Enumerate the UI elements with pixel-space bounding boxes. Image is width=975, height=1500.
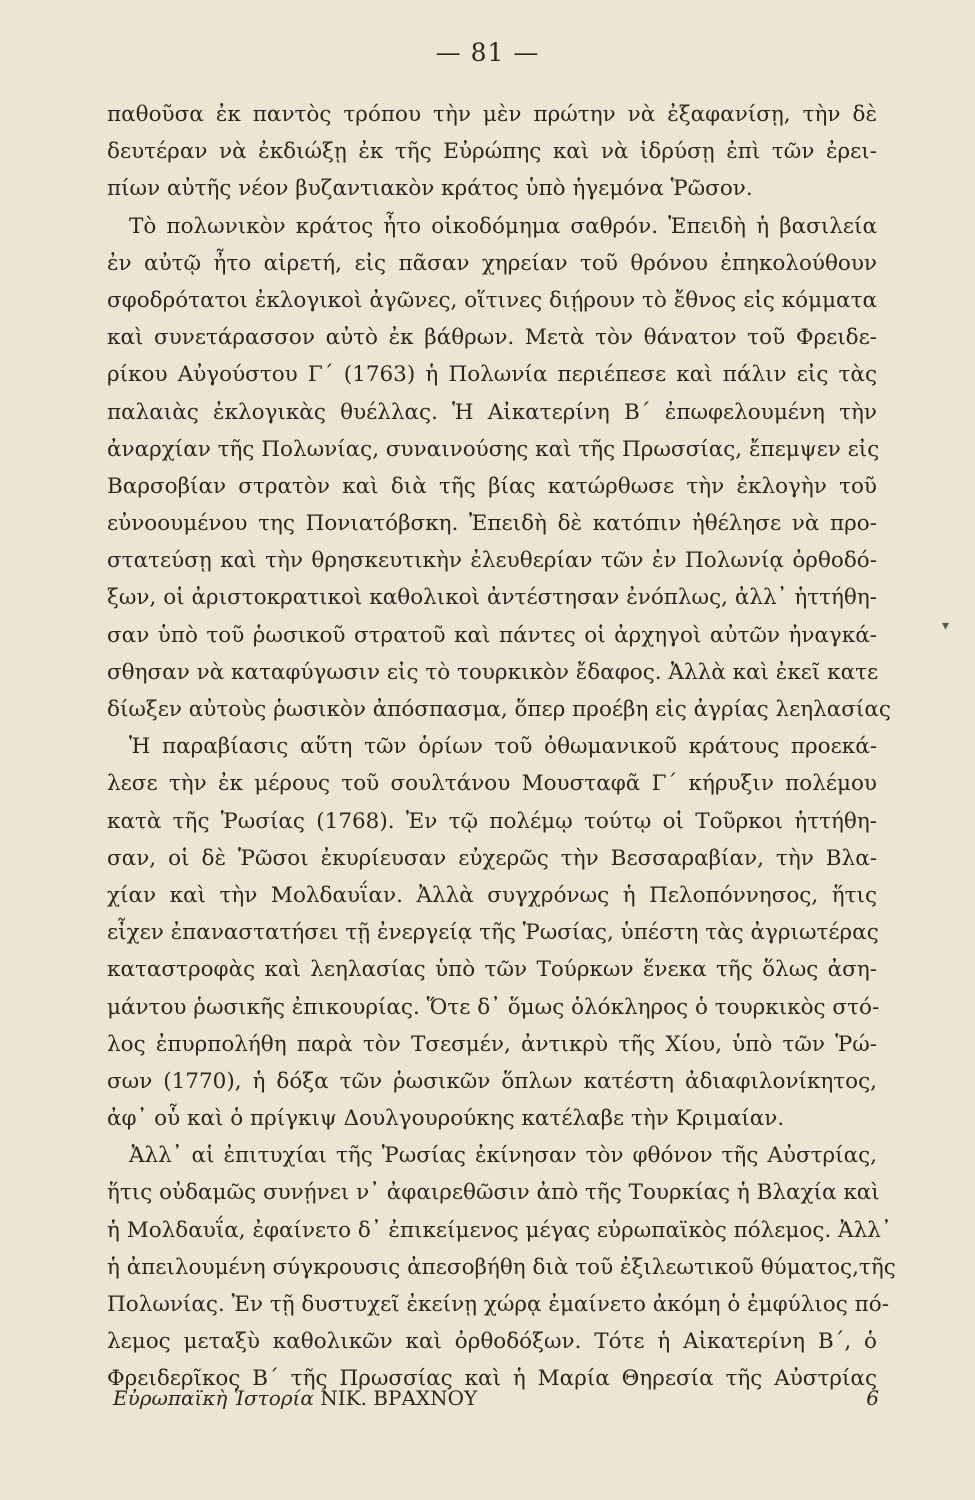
footer-author: ΝΙΚ. ΒΡΑΧΝΟΥ [320, 1386, 478, 1410]
text-line: ἀφ᾽ οὗ καὶ ὁ πρίγκιψ Δουλγουρούκης κατέλαβε τὴν Κριμαίαν. [107, 1106, 785, 1132]
text-line: παθοῦσα ἐκ παντὸς τρόπου τὴν μὲν πρώτην νὰ ἐξαφανίσῃ, τὴν δὲ [107, 102, 877, 127]
footer-signature-mark: 6 [866, 1386, 879, 1410]
text-line: παλαιὰς ἐκλογικὰς θυέλλας. Ἡ Αἰκατερίνη Β΄ ἐπωφελουμένη τὴν [107, 399, 877, 425]
text-line: χίαν καὶ τὴν Μολδαυΐαν. Ἀλλὰ συγχρόνως ἡ Πελοπόννησος, ἥτις [107, 882, 877, 908]
text-line: σαν ὑπὸ τοῦ ῥωσικοῦ στρατοῦ καὶ πάντες οἱ ἀρχηγοὶ αὐτῶν ἠναγκά- [107, 622, 877, 648]
footer-book-title: Εὐρωπαϊκὴ Ἱστορία [113, 1386, 314, 1410]
text-line: ἥτις οὐδαμῶς συνῄνει ν᾽ ἀφαιρεθῶσιν ἀπὸ τῆς Τουρκίας ἡ Βλαχία καὶ [107, 1180, 880, 1206]
text-line: καταστροφὰς καὶ λεηλασίας ὑπὸ τῶν Τούρκων ἕνεκα τῆς ὅλως ἀση- [107, 957, 877, 983]
text-line: σαν, οἱ δὲ Ῥῶσοι ἐκυρίευσαν εὐχερῶς τὴν Βεσσαραβίαν, τὴν Βλα- [107, 845, 877, 871]
text-line: Ἀλλ᾽ αἱ ἐπιτυχίαι τῆς Ῥωσίας ἐκίνησαν τὸν φθόνον τῆς Αὐστρίας, [129, 1143, 877, 1169]
text-line: ξων, οἱ ἀριστοκρατικοὶ καθολικοὶ ἀντέστησαν ἐνόπλως, ἀλλ᾽ ἡττήθη- [107, 585, 877, 611]
text-line: εὐνοουμένου της Πονιατόβσκη. Ἐπειδὴ δὲ κατόπιν ἠθέλησε νὰ προ- [107, 511, 877, 537]
text-line: δίωξεν αὐτοὺς ῥωσικὸν ἀπόσπασμα, ὅπερ προέβη εἰς ἀγρίας λεηλασίας [107, 697, 891, 722]
text-line: καὶ συνετάρασσον αὐτὸ ἐκ βάθρων. Μετὰ τὸν θάνατον τοῦ Φρειδε- [107, 325, 877, 351]
text-line: πίων αὐτῆς νέον βυζαντιακὸν κράτος ὑπὸ ἡγεμόνα Ῥῶσον. [107, 176, 753, 202]
text-line: λεσε τὴν ἐκ μέρους τοῦ σουλτάνου Μουσταφᾶ Γ΄ κήρυξιν πολέμου [107, 771, 877, 797]
text-line: ἡ Μολδαυΐα, ἐφαίνετο δ᾽ ἐπικείμενος μέγας εὐρωπαϊκὸς πόλεμος. Ἀλλ᾽ [107, 1217, 892, 1243]
text-line: εἶχεν ἐπαναστατήσει τῇ ἐνεργείᾳ τῆς Ῥωσίας, ὑπέστη τὰς ἀγριωτέρας [107, 920, 879, 946]
text-line: ρίκου Αὐγούστου Γ΄ (1763) ἡ Πολωνία περιέπεσε καὶ πάλιν εἰς τὰς [107, 362, 877, 388]
text-line: λεμος μεταξὺ καθολικῶν καὶ ὀρθοδόξων. Τότε ἡ Αἰκατερίνη Β΄, ὁ [107, 1329, 877, 1355]
text-line: σφοδρότατοι ἐκλογικοὶ ἀγῶνες, οἵτινες διῄρουν τὸ ἔθνος εἰς κόμματα [107, 287, 877, 313]
text-line: λος ἐπυρπολήθη παρὰ τὸν Τσεσμέν, ἀντικρὺ τῆς Χίου, ὑπὸ τῶν Ῥώ- [107, 1031, 877, 1057]
page-number: — 81 — [435, 38, 540, 67]
text-line: μάντου ῥωσικῆς ἐπικουρίας. Ὅτε δ᾽ ὅμως ὁλόκληρος ὁ τουρκικὸς στό- [107, 994, 880, 1020]
text-line: ἐν αὐτῷ ἦτο αἱρετή, εἰς πᾶσαν χηρείαν τοῦ θρόνου ἐπηκολούθουν [107, 250, 877, 276]
text-line: στατεύσῃ καὶ τὴν θρησκευτικὴν ἐλευθερίαν τῶν ἐν Πολωνίᾳ ὀρθοδό- [107, 548, 877, 574]
page-footer [113, 1386, 879, 1410]
text-line: Τὸ πολωνικὸν κράτος ἦτο οἰκοδόμημα σαθρόν. Ἐπειδὴ ἡ βασιλεία [129, 213, 877, 239]
text-line: κατὰ τῆς Ῥωσίας (1768). Ἐν τῷ πολέμῳ τούτῳ οἱ Τοῦρκοι ἡττήθη- [107, 808, 877, 834]
text-line: δευτέραν νὰ ἐκδιώξῃ ἐκ τῆς Εὐρώπης καὶ νὰ ἱδρύσῃ ἐπὶ τῶν ἐρει- [107, 139, 877, 165]
text-line: Βαρσοβίαν στρατὸν καὶ διὰ τῆς βίας κατώρθωσε τὴν ἐκλογὴν τοῦ [107, 473, 877, 499]
body-text [107, 96, 896, 1398]
text-line: ἡ ἀπειλουμένη σύγκρουσις ἀπεσοβήθη διὰ τοῦ ἐξιλεωτικοῦ θύματος,τῆς [107, 1254, 896, 1280]
text-line: ἀναρχίαν τῆς Πολωνίας, συναινούσης καὶ τῆς Πρωσσίας, ἔπεμψεν εἰς [107, 436, 880, 462]
text-line: σθησαν νὰ καταφύγωσιν εἰς τὸ τουρκικὸν ἔδαφος. Ἀλλὰ καὶ ἐκεῖ κατε [107, 659, 879, 685]
text-line: σων (1770), ἡ δόξα τῶν ῥωσικῶν ὅπλων κατέστη ἀδιαφιλονίκητος, [107, 1068, 877, 1094]
text-line: Φρειδερῖκος Β΄ τῆς Πρωσσίας καὶ ἡ Μαρία Θηρεσία τῆς Αὐστρίας [107, 1366, 877, 1392]
text-line: Πολωνίας. Ἐν τῇ δυστυχεῖ ἐκείνῃ χώρᾳ ἐμαίνετο ἀκόμη ὁ ἐμφύλιος πό- [107, 1292, 889, 1317]
text-line: Ἡ παραβίασις αὕτη τῶν ὁρίων τοῦ ὀθωμανικοῦ κράτους προεκά- [129, 734, 877, 760]
margin-mark: ▾ [942, 618, 950, 634]
